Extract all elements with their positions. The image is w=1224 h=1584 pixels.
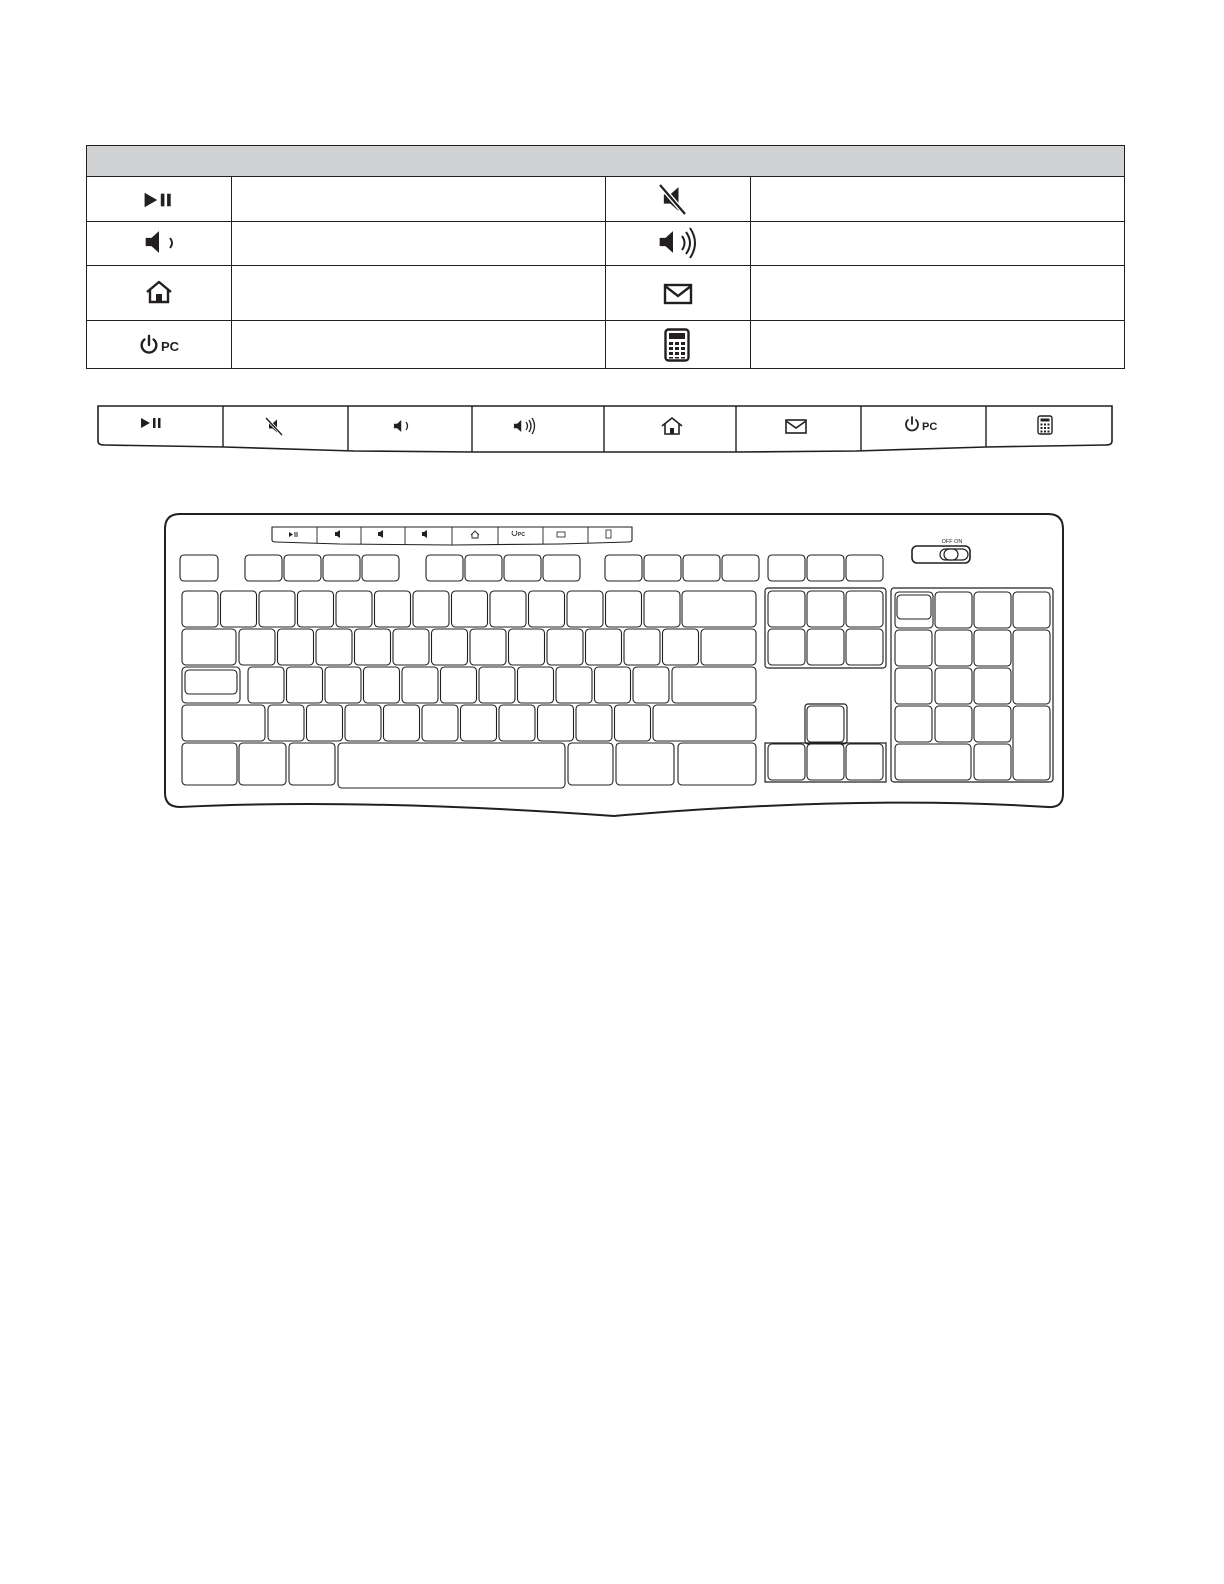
media-keys-table <box>86 145 1125 369</box>
power-switch-label: OFF ON <box>941 539 963 545</box>
keycap[interactable] <box>221 591 257 627</box>
keycap[interactable] <box>547 629 583 665</box>
keycap[interactable] <box>974 630 1011 666</box>
keycap[interactable] <box>644 555 681 581</box>
keycap[interactable] <box>465 555 502 581</box>
keycap[interactable] <box>846 555 883 581</box>
keycap[interactable] <box>422 705 458 741</box>
keycap[interactable] <box>768 744 805 780</box>
home-icon <box>147 282 171 302</box>
keycap[interactable] <box>490 591 526 627</box>
keycap[interactable] <box>895 630 932 666</box>
keycap[interactable] <box>895 668 932 704</box>
svg-text:PC: PC <box>161 339 180 354</box>
keycap[interactable] <box>1013 592 1050 628</box>
mail-icon <box>665 285 691 303</box>
keycap[interactable] <box>605 555 642 581</box>
keycap[interactable] <box>807 629 844 665</box>
keycap[interactable] <box>413 591 449 627</box>
svg-text:PC: PC <box>518 532 525 538</box>
media-key-strip <box>96 403 1114 455</box>
keycap[interactable] <box>586 629 622 665</box>
keycap[interactable] <box>1013 630 1050 704</box>
keycap[interactable] <box>807 706 844 742</box>
keycap[interactable] <box>846 591 883 627</box>
keycap[interactable] <box>182 591 218 627</box>
table-row <box>146 228 695 258</box>
keycap[interactable] <box>701 629 756 665</box>
keycap[interactable] <box>441 667 477 703</box>
keycap[interactable] <box>633 667 669 703</box>
power-switch[interactable] <box>912 546 970 563</box>
keycap[interactable] <box>259 591 295 627</box>
keycap[interactable] <box>278 629 314 665</box>
keycap[interactable] <box>672 667 756 703</box>
keycap[interactable] <box>653 705 756 741</box>
keycap[interactable] <box>268 705 304 741</box>
keycap[interactable] <box>807 555 844 581</box>
keycap[interactable] <box>323 555 360 581</box>
keycap[interactable] <box>518 667 554 703</box>
keycap[interactable] <box>683 555 720 581</box>
keycap[interactable] <box>768 591 805 627</box>
keycap[interactable] <box>245 555 282 581</box>
keycap[interactable] <box>543 555 580 581</box>
keycap[interactable] <box>362 555 399 581</box>
keycap[interactable] <box>529 591 565 627</box>
keycap[interactable] <box>336 591 372 627</box>
keycap[interactable] <box>935 668 972 704</box>
keycap[interactable] <box>624 629 660 665</box>
keycap[interactable] <box>298 591 334 627</box>
keycap[interactable] <box>499 705 535 741</box>
keycap[interactable] <box>239 743 286 785</box>
keycap[interactable] <box>846 744 883 780</box>
table-row <box>142 330 689 361</box>
keycap[interactable] <box>615 705 651 741</box>
keycap[interactable] <box>182 629 236 665</box>
keycap[interactable] <box>452 591 488 627</box>
keycap[interactable] <box>807 744 844 780</box>
keycap[interactable] <box>678 743 756 785</box>
keycap[interactable] <box>595 667 631 703</box>
keycap[interactable] <box>722 555 759 581</box>
keycap[interactable] <box>384 705 420 741</box>
play-pause-icon <box>145 193 171 207</box>
keycap[interactable] <box>974 592 1011 628</box>
keycap[interactable] <box>935 630 972 666</box>
keycap[interactable] <box>807 591 844 627</box>
keycap[interactable] <box>289 743 335 785</box>
svg-text:PC: PC <box>922 421 938 433</box>
keycap[interactable] <box>504 555 541 581</box>
keycap[interactable] <box>568 743 613 785</box>
keycap[interactable] <box>432 629 468 665</box>
table-row <box>145 185 685 214</box>
keycap[interactable] <box>616 743 674 785</box>
keycap[interactable] <box>345 705 381 741</box>
keycap[interactable] <box>355 629 391 665</box>
keycap[interactable] <box>402 667 438 703</box>
keycap[interactable] <box>1013 706 1050 780</box>
keycap[interactable] <box>479 667 515 703</box>
keycap[interactable] <box>325 667 361 703</box>
keycap[interactable] <box>185 670 237 694</box>
keycap[interactable] <box>682 591 756 627</box>
keycap[interactable] <box>556 667 592 703</box>
keycap[interactable] <box>364 667 400 703</box>
keycap[interactable] <box>606 591 642 627</box>
keycap[interactable] <box>768 629 805 665</box>
keycap[interactable] <box>284 555 321 581</box>
keycap[interactable] <box>644 591 680 627</box>
keycap[interactable] <box>180 555 218 581</box>
keycap[interactable] <box>287 667 323 703</box>
keycap[interactable] <box>316 629 352 665</box>
keycap[interactable] <box>895 706 932 742</box>
calculator-icon <box>666 330 689 361</box>
mute-icon <box>660 185 685 214</box>
table-header <box>87 146 1125 177</box>
keycap[interactable] <box>895 744 971 780</box>
keycap[interactable] <box>538 705 574 741</box>
keycap[interactable] <box>974 744 1011 780</box>
keycap[interactable] <box>974 668 1011 704</box>
keycap[interactable] <box>846 629 883 665</box>
keycap[interactable] <box>567 591 603 627</box>
keycap[interactable] <box>509 629 545 665</box>
keycap[interactable] <box>393 629 429 665</box>
keycap[interactable] <box>576 705 612 741</box>
volume-up-icon <box>660 228 695 258</box>
keycap[interactable] <box>239 629 275 665</box>
keycap[interactable] <box>768 555 805 581</box>
keycap[interactable] <box>307 705 343 741</box>
power-pc-icon <box>142 336 180 354</box>
keycap[interactable] <box>426 555 463 581</box>
keyboard-illustration <box>160 510 1068 820</box>
keycap[interactable] <box>182 743 237 785</box>
keycap[interactable] <box>470 629 506 665</box>
keycap[interactable] <box>935 706 972 742</box>
keycap[interactable] <box>182 705 265 741</box>
keycap[interactable] <box>461 705 497 741</box>
keycap[interactable] <box>375 591 411 627</box>
table-row <box>147 282 691 303</box>
keycap[interactable] <box>935 592 972 628</box>
keycap[interactable] <box>663 629 699 665</box>
keycap[interactable] <box>338 743 565 788</box>
keycap[interactable] <box>897 595 931 619</box>
volume-down-icon <box>146 231 172 253</box>
keycap[interactable] <box>248 667 284 703</box>
keycap[interactable] <box>974 706 1011 742</box>
